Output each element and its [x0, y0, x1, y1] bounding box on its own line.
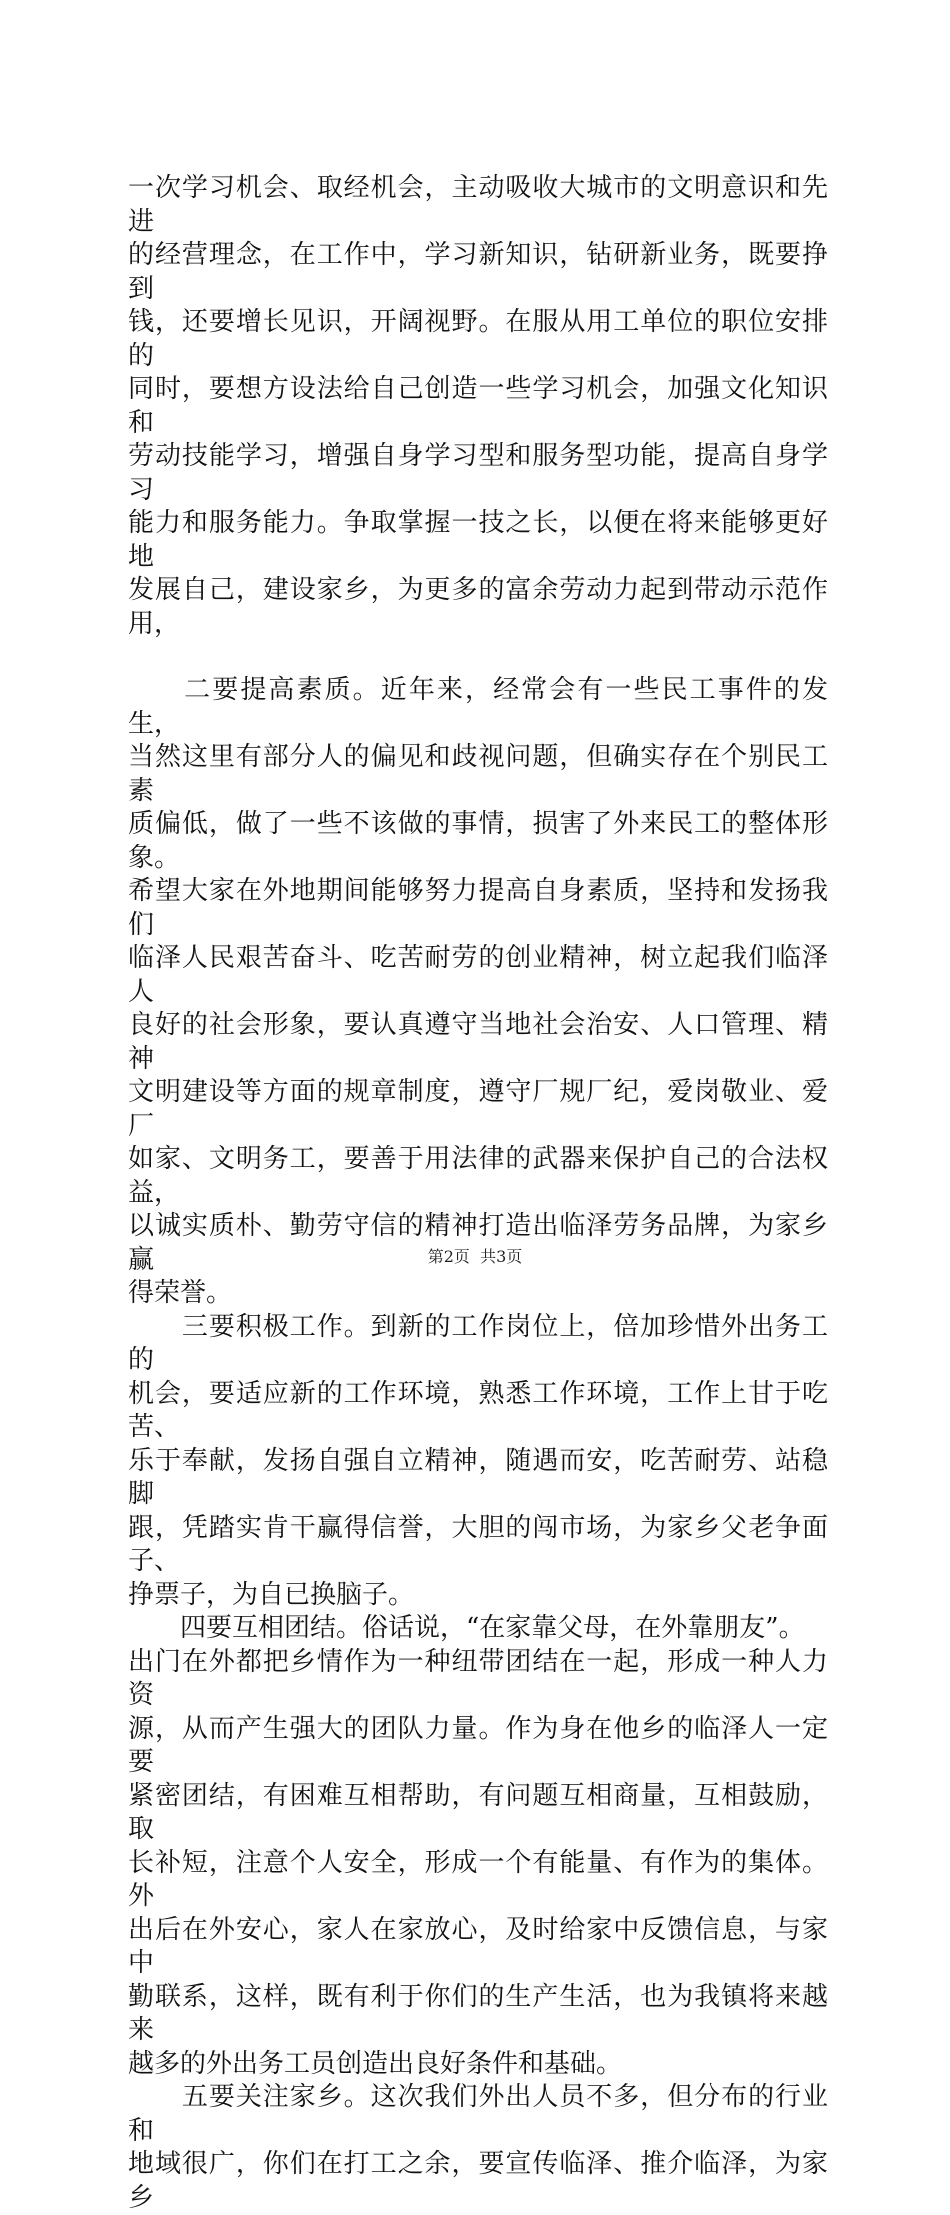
text-line: 如家、文明务工，要善于用法律的武器来保护自己的合法权益， — [128, 1144, 828, 1208]
page-footer: 第2页 共3页 — [427, 1247, 523, 1266]
paragraph-p3 — [128, 1311, 828, 1613]
text-line: 劳动技能学习，增强自身学习型和服务型功能，提高自身学习 — [128, 441, 828, 505]
text-line: 一次学习机会、取经机会，主动吸收大城市的文明意识和先进 — [128, 173, 828, 237]
text-line: 源，从而产生强大的团队力量。作为身在他乡的临泽人一定要 — [128, 1713, 828, 1777]
text-line: 紧密团结，有困难互相帮助，有问题互相商量，互相鼓励，取 — [128, 1780, 828, 1844]
text-line: 四要互相团结。俗话说，“在家靠父母，在外靠朋友”。 — [128, 1613, 805, 1643]
paragraph-p4 — [128, 1612, 828, 2081]
text-line: 同时，要想方设法给自己创造一些学习机会，加强文化知识和 — [128, 374, 828, 438]
text-line: 三要积极工作。到新的工作岗位上，倍加珍惜外出务工的 — [128, 1311, 828, 1375]
text-line: 得荣誉。 — [128, 1278, 233, 1308]
text-line: 的经营理念，在工作中，学习新知识，钻研新业务，既要挣到 — [128, 240, 828, 304]
text-line: 文明建设等方面的规章制度，遵守厂规厂纪，爱岗敬业、爱厂 — [128, 1077, 828, 1141]
text-line: 发展自己，建设家乡，为更多的富余劳动力起到带动示范作用， — [128, 575, 828, 639]
text-line: 希望大家在外地期间能够努力提高自身素质，坚持和发扬我们 — [128, 876, 828, 940]
text-line: 以诚实质朴、勤劳守信的精神打造出临泽劳务品牌，为家乡赢 — [128, 1211, 828, 1275]
text-line: 当然这里有部分人的偏见和歧视问题，但确实存在个别民工素 — [128, 742, 828, 806]
document-body — [128, 172, 828, 2215]
text-line: 五要关注家乡。这次我们外出人员不多，但分布的行业和 — [128, 2082, 828, 2146]
text-line: 出门在外都把乡情作为一种纽带团结在一起，形成一种人力资 — [128, 1646, 828, 1710]
text-line: 勤联系，这样，既有利于你们的生产生活，也为我镇将来越来 — [128, 1981, 828, 2045]
text-line: 地域很广，你们在打工之余，要宣传临泽、推介临泽，为家乡 — [128, 2149, 828, 2213]
paragraph-p1 — [128, 172, 828, 641]
text-line: 挣票子，为自已换脑子。 — [128, 1579, 415, 1610]
text-line: 长补短，注意个人安全，形成一个有能量、有作为的集体。外 — [128, 1847, 828, 1911]
text-line: 临泽人民艰苦奋斗、吃苦耐劳的创业精神，树立起我们临泽人 — [128, 943, 828, 1007]
text-line: 质偏低，做了一些不该做的事情，损害了外来民工的整体形象。 — [128, 809, 828, 873]
text-line: 机会，要适应新的工作环境，熟悉工作环境，工作上甘于吃苦、 — [128, 1378, 828, 1442]
text-line: 二要提高素质。近年来，经常会有一些民工事件的发生， — [128, 675, 828, 739]
paragraph-p2 — [128, 674, 828, 1311]
text-line: 乐于奉献，发扬自强自立精神，随遇而安，吃苦耐劳、站稳脚 — [128, 1445, 828, 1509]
text-line: 跟，凭踏实肯干赢得信誉，大胆的闯市场，为家乡父老争面子、 — [128, 1512, 828, 1576]
text-line: 能力和服务能力。争取掌握一技之长，以便在将来能够更好地 — [128, 508, 828, 572]
text-line: 出后在外安心，家人在家放心，及时给家中反馈信息，与家中 — [128, 1914, 828, 1978]
text-line: 良好的社会形象，要认真遵守当地社会治安、人口管理、精神 — [128, 1010, 828, 1074]
text-line: 越多的外出务工员创造出良好条件和基础。 — [128, 2048, 623, 2079]
text-line: 钱，还要增长见识，开阔视野。在服从用工单位的职位安排的 — [128, 307, 828, 371]
paragraph-p5 — [128, 2081, 828, 2215]
